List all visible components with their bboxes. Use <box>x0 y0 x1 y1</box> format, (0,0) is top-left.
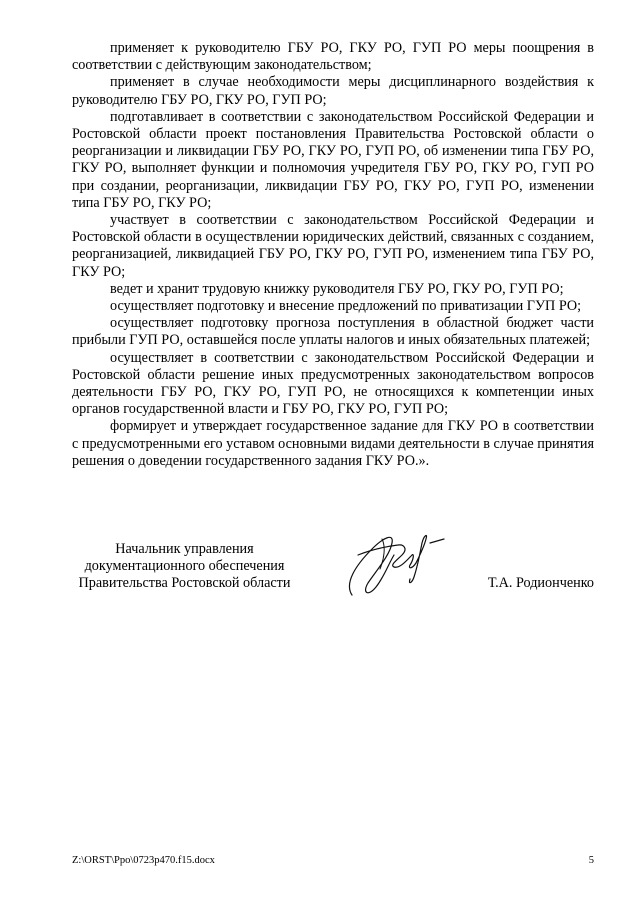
paragraph: применяет в случае необходимости меры дисциплинарного воздействия к руководителю ГБУ РО, ГКУ РО, ГУП РО; <box>72 74 594 108</box>
signature-block <box>72 541 594 621</box>
position-line: документационного обеспечения <box>84 558 285 575</box>
paragraph: формирует и утверждает государственное задание для ГКУ РО в соответствии с предусмотренными его уставом основными видами деятельности в случае принятия решения о доведении государственного задания ГКУ РО.». <box>72 418 594 469</box>
handwritten-signature <box>338 525 448 615</box>
signer-name: Т.А. Родионченко <box>487 575 594 591</box>
paragraph: ведет и хранит трудовую книжку руководителя ГБУ РО, ГКУ РО, ГУП РО; <box>110 280 564 297</box>
paragraph: осуществляет в соответствии с законодательством Российской Федерации и Ростовской области решение иных предусмотренных законодательством вопросов деятельности ГБУ РО, ГКУ РО, ГУП РО, не относящихся к компетенции иных органов государственной власти и ГБУ РО, ГКУ РО, ГУП РО; <box>72 349 594 418</box>
paragraph: подготавливает в соответствии с законодательством Российской Федерации и Ростовской области проект постановления Правительства Ростовской области о реорганизации и ликвидации ГБУ РО, ГКУ РО, ГУП РО, об изменении типа ГБУ РО, ГКУ РО, выполняет функции и полномочия учредителя ГБУ РО, ГКУ РО, ГУП РО при создании, реорганизации, ликвидации ГБУ РО, ГКУ РО, ГУП РО, изменении типа ГБУ РО, ГКУ РО; <box>72 108 594 211</box>
position-line: Правительства Ростовской области <box>78 575 291 592</box>
paragraph: применяет к руководителю ГБУ РО, ГКУ РО, ГУП РО меры поощрения в соответствии с действующим законодательством; <box>72 40 594 74</box>
position-line: Начальник управления <box>115 541 254 557</box>
page-number: 5 <box>588 855 594 866</box>
document-body <box>72 40 594 470</box>
paragraph: осуществляет подготовку прогноза поступления в областной бюджет части прибыли ГУП РО, оставшейся после уплаты налогов и иных обязательных платежей; <box>72 315 594 349</box>
paragraph: участвует в соответствии с законодательством Российской Федерации и Ростовской области в осуществлении юридических действий, связанных с созданием, реорганизацией, ликвидацией ГБУ РО, ГКУ РО, ГУП РО, изменением типа ГБУ РО, ГКУ РО; <box>72 212 594 280</box>
footer-file-path: Z:\ORST\Ppo\0723p470.f15.docx <box>72 855 215 866</box>
signer-position <box>72 541 297 593</box>
paragraph: осуществляет подготовку и внесение предложений по приватизации ГУП РО; <box>110 298 582 315</box>
